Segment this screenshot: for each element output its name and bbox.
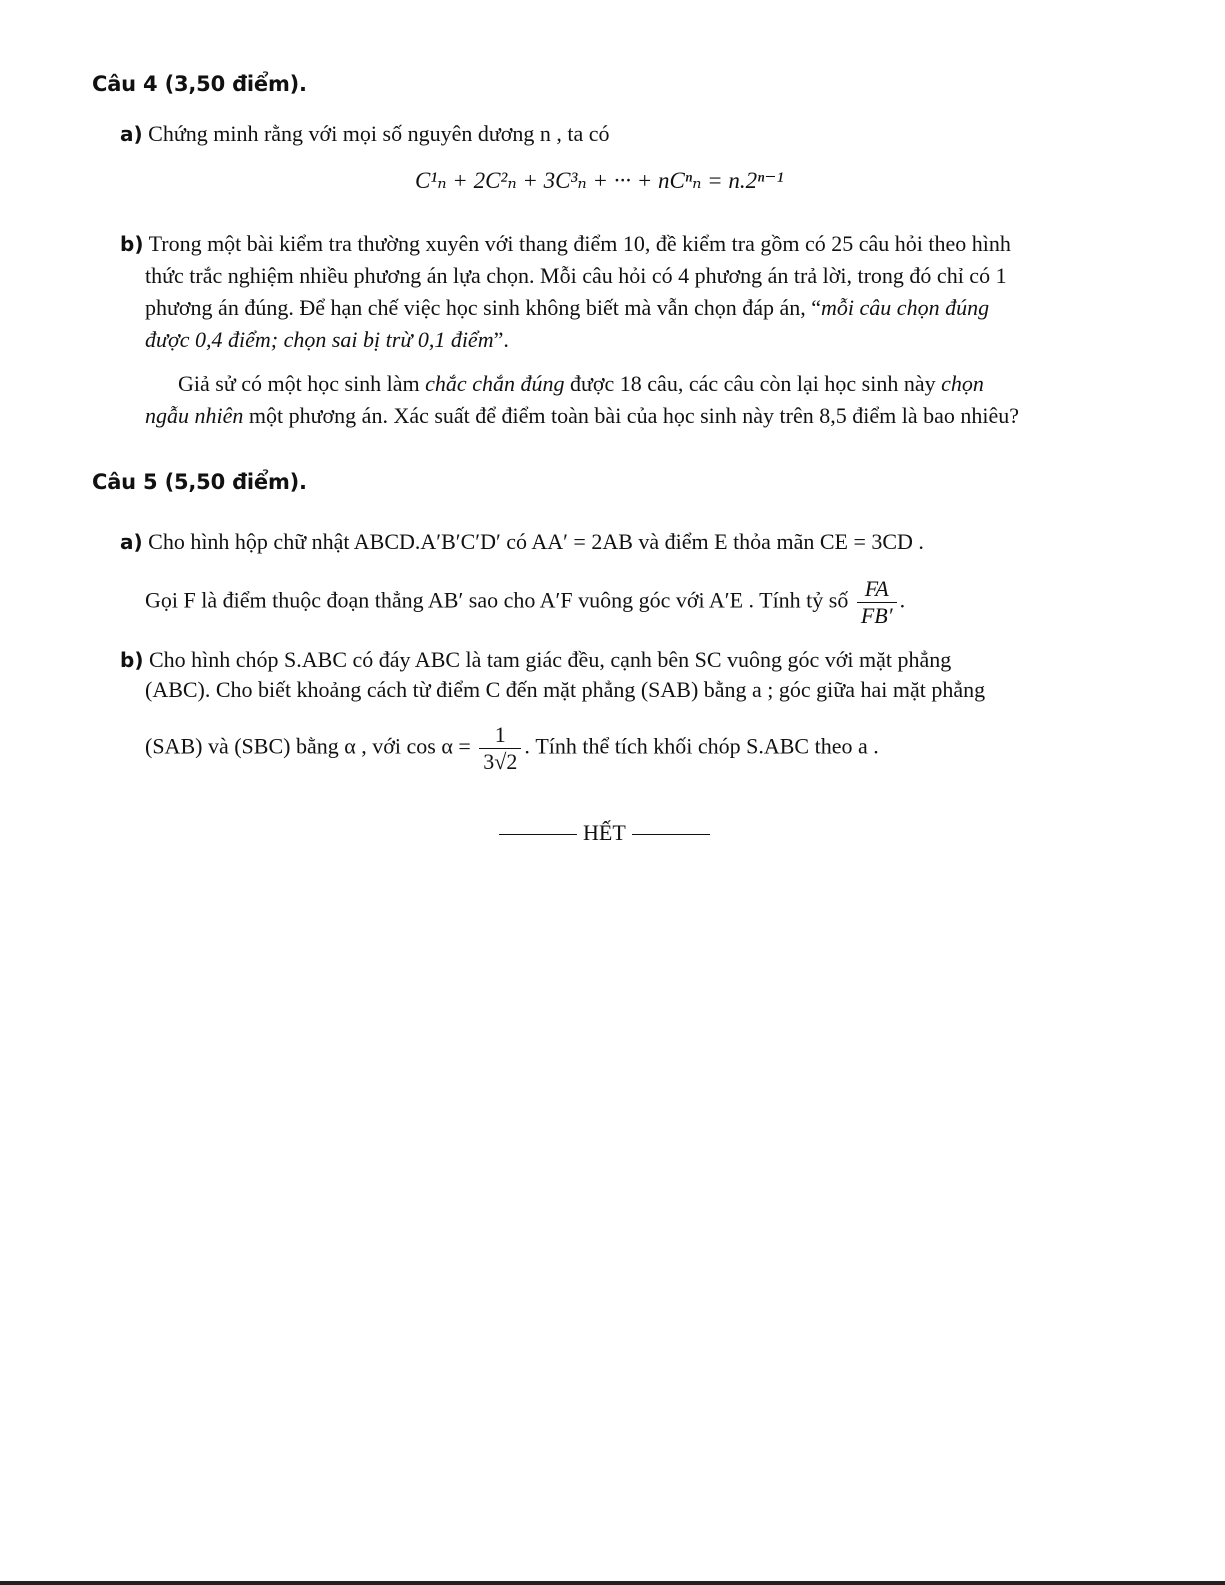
q4-b-line2: thức trắc nghiệm nhiều phương án lựa chọn. Mỗi câu hỏi có 4 phương án trả lời, trong đó chỉ có 1 <box>145 263 1007 288</box>
q4-b-line5-emphasis-1: chắc chắn đúng <box>425 371 565 396</box>
q4-b-line6 <box>145 403 1019 429</box>
q4-b-line5-text-1: Giả sử có một học sinh làm <box>178 371 426 396</box>
q4-part-a <box>120 121 610 147</box>
q4-b-line3 <box>145 295 989 321</box>
end-marker <box>493 820 716 846</box>
q4-b-line4 <box>145 327 509 353</box>
q4-b-line3-text: phương án đúng. Để hạn chế việc học sinh không biết mà vẫn chọn đáp án, “ <box>145 295 822 320</box>
q4-part-b-line1 <box>120 231 1011 257</box>
q4-a-text: Chứng minh rằng với mọi số nguyên dương n , ta có <box>148 121 610 146</box>
q5-part-b-line1 <box>120 647 951 673</box>
end-text: HẾT <box>583 820 626 845</box>
q4-b-line1: Trong một bài kiểm tra thường xuyên với thang điểm 10, đề kiểm tra gồm có 25 câu hỏi theo hình <box>148 231 1011 256</box>
q4-b-line4-text: ”. <box>493 327 509 352</box>
q5-a-label: a) <box>120 530 143 554</box>
q5-b-fraction <box>479 722 521 775</box>
q4-b-line5-emphasis-2: chọn <box>941 371 984 396</box>
q4-b-line5-text-2: được 18 câu, các câu còn lại học sinh này <box>564 371 942 396</box>
q5-b-fraction-denominator: 3√2 <box>483 749 518 774</box>
q5-a-line2: Gọi F là điểm thuộc đoạn thẳng AB′ sao cho A′F vuông góc với A′E . Tính tỷ số $\frac{FA}{FB'}$ . <box>145 576 906 628</box>
question-4-title: Câu 4 (3,50 điểm). <box>92 72 307 96</box>
q4-a-label: a) <box>120 122 143 146</box>
q5-part-a-line1 <box>120 529 924 555</box>
end-rule-right <box>632 834 710 835</box>
q5-a-fraction-numerator: FA <box>857 576 897 603</box>
q5-b-line2: (ABC). Cho biết khoảng cách từ điểm C đến mặt phẳng (SAB) bằng a ; góc giữa hai mặt phẳng <box>145 677 986 702</box>
q5-a-line1: Cho hình hộp chữ nhật ABCD.A′B′C′D′ có AA′ = 2AB và điểm E thỏa mãn CE = 3CD . <box>148 529 924 554</box>
q4-b-line6-text: một phương án. Xác suất để điểm toàn bài của học sinh này trên 8,5 điểm là bao nhiêu? <box>243 403 1020 428</box>
end-rule-left <box>499 834 577 835</box>
question-5-title: Câu 5 (5,50 điểm). <box>92 470 307 494</box>
q5-a-fraction-denominator: FB′ <box>860 603 893 628</box>
q4-b-line4-emphasis: được 0,4 điểm; chọn sai bị trừ 0,1 điểm <box>145 327 494 352</box>
q4-a-formula: C¹ₙ + 2C²ₙ + 3C³ₙ + ··· + nCⁿₙ = n.2ⁿ⁻¹ <box>415 168 784 193</box>
q4-b-label: b) <box>120 232 144 256</box>
q5-b-label: b) <box>120 648 144 672</box>
q5-b-line3-text-1: (SAB) và (SBC) bằng α , với cos α = <box>145 733 471 759</box>
page-bottom-border <box>0 1581 1225 1585</box>
q5-a-line2-text: Gọi F là điểm thuộc đoạn thẳng AB′ sao cho A′F vuông góc với A′E . Tính tỷ số <box>145 587 849 613</box>
q5-a-fraction <box>857 576 897 629</box>
q5-b-line3 <box>145 722 879 775</box>
q5-b-line3-text-2: . Tính thể tích khối chóp S.ABC theo a . <box>524 733 879 759</box>
q5-b-fraction-numerator: 1 <box>479 722 521 749</box>
q5-b-line1: Cho hình chóp S.ABC có đáy ABC là tam giác đều, cạnh bên SC vuông góc với mặt phẳng <box>148 647 952 672</box>
q4-b-line6-emphasis: ngẫu nhiên <box>145 403 244 428</box>
q4-b-line5 <box>178 371 984 397</box>
q4-b-line3-emphasis: mỗi câu chọn đúng <box>821 295 990 320</box>
